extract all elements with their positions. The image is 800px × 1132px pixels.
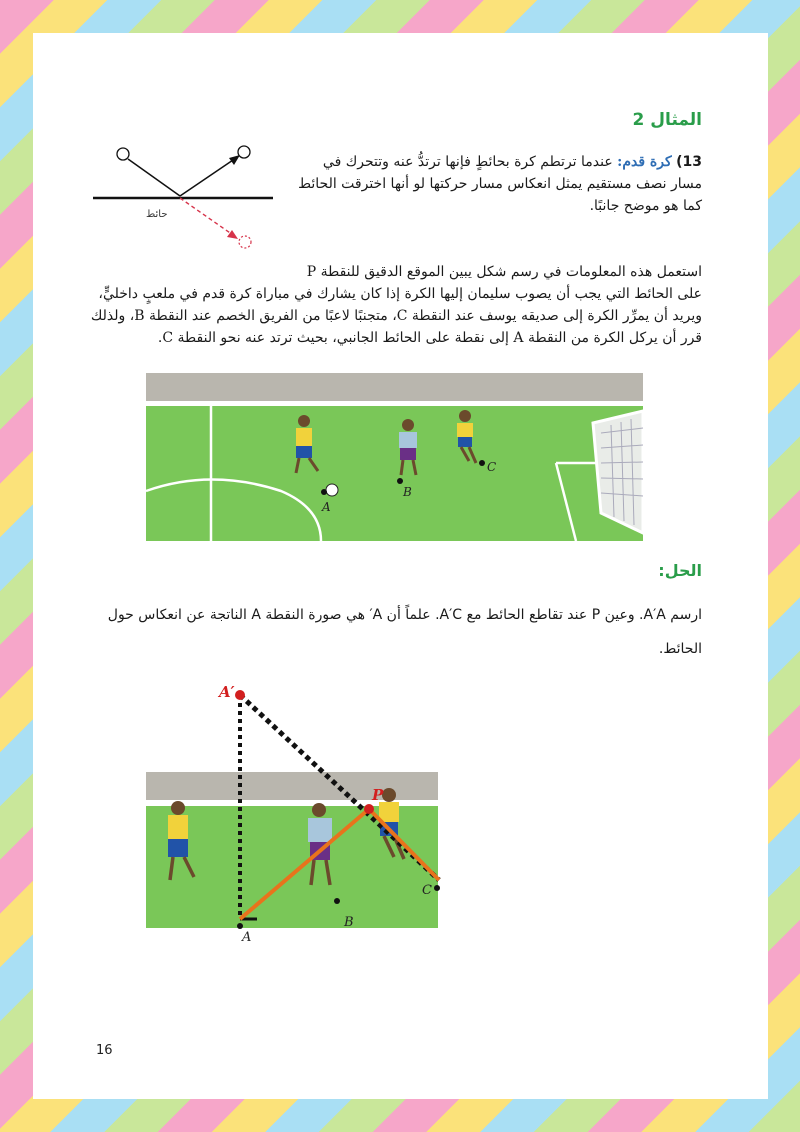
label-b: B — [344, 915, 354, 930]
page-sheet — [33, 33, 768, 1099]
label-a: A — [242, 930, 252, 945]
point-a-dot — [237, 923, 243, 929]
ball-icon — [326, 484, 338, 496]
point-c-dot — [479, 460, 485, 466]
problem-body — [87, 261, 702, 349]
page-number: 16 — [96, 1043, 113, 1058]
point-a-dot — [321, 489, 327, 495]
problem-intro-text: عندما ترتطم كرة بحائطٍ فإنها ترتدُّ عنه وتتحرك في مسار نصف مستقيم يمثل انعكاس مسار حركتها لو أنها اخترقت الحائط كما هو موضح جانبًا. — [298, 154, 702, 214]
label-c: C — [422, 883, 432, 898]
wall-label: حائط — [146, 209, 168, 220]
point-b-dot — [334, 898, 340, 904]
field-point-a: A — [322, 500, 331, 514]
problem-line-1: استعمل هذه المعلومات في رسم شكل يبين الموقع الدقيق للنقطة P — [306, 264, 702, 280]
ball-virtual-icon — [239, 236, 251, 248]
example-title: المثال 2 — [632, 110, 702, 130]
reflection-diagram — [88, 140, 288, 260]
problem-intro — [297, 151, 702, 217]
label-a-prime: A′ — [219, 683, 235, 701]
point-a-prime-dot — [235, 690, 245, 700]
problem-topic: كرة قدم: — [617, 154, 672, 170]
solution-text: ارسم A′A. وعين P عند تقاطع الحائط مع A′C. علماً أن A′ هي صورة النقطة A الناتجة عن انعكاس حول الحائط. — [107, 607, 702, 657]
field-point-b: B — [403, 485, 412, 499]
field-point-c: C — [487, 460, 497, 474]
solution-figure — [146, 645, 446, 945]
problem-number: 13) — [676, 154, 702, 170]
label-p: P — [372, 786, 384, 804]
problem-body-text: على الحائط التي يجب أن يصوب سليمان إليها الكرة إذا كان يشارك في مباراة كرة قدم في ملعبٍ داخليٍّ، ويريد أن يمرِّر الكرة إلى صديقه يوسف عند النقطة C، متجنبًا لاعبًا من الفريق الخصم عند النقطة B، ولذلك قرر أن يركل الكرة من النقطة A إلى نقطة على الحائط الجانبي، بحيث ترتد عنه نحو النقطة C. — [90, 286, 702, 346]
field-figure — [146, 373, 643, 541]
ball-start-icon — [117, 148, 129, 160]
point-b-dot — [397, 478, 403, 484]
point-p-dot — [364, 804, 374, 814]
solution-title: الحل: — [658, 561, 702, 580]
ball-end-icon — [238, 146, 250, 158]
point-c-dot — [434, 885, 440, 891]
